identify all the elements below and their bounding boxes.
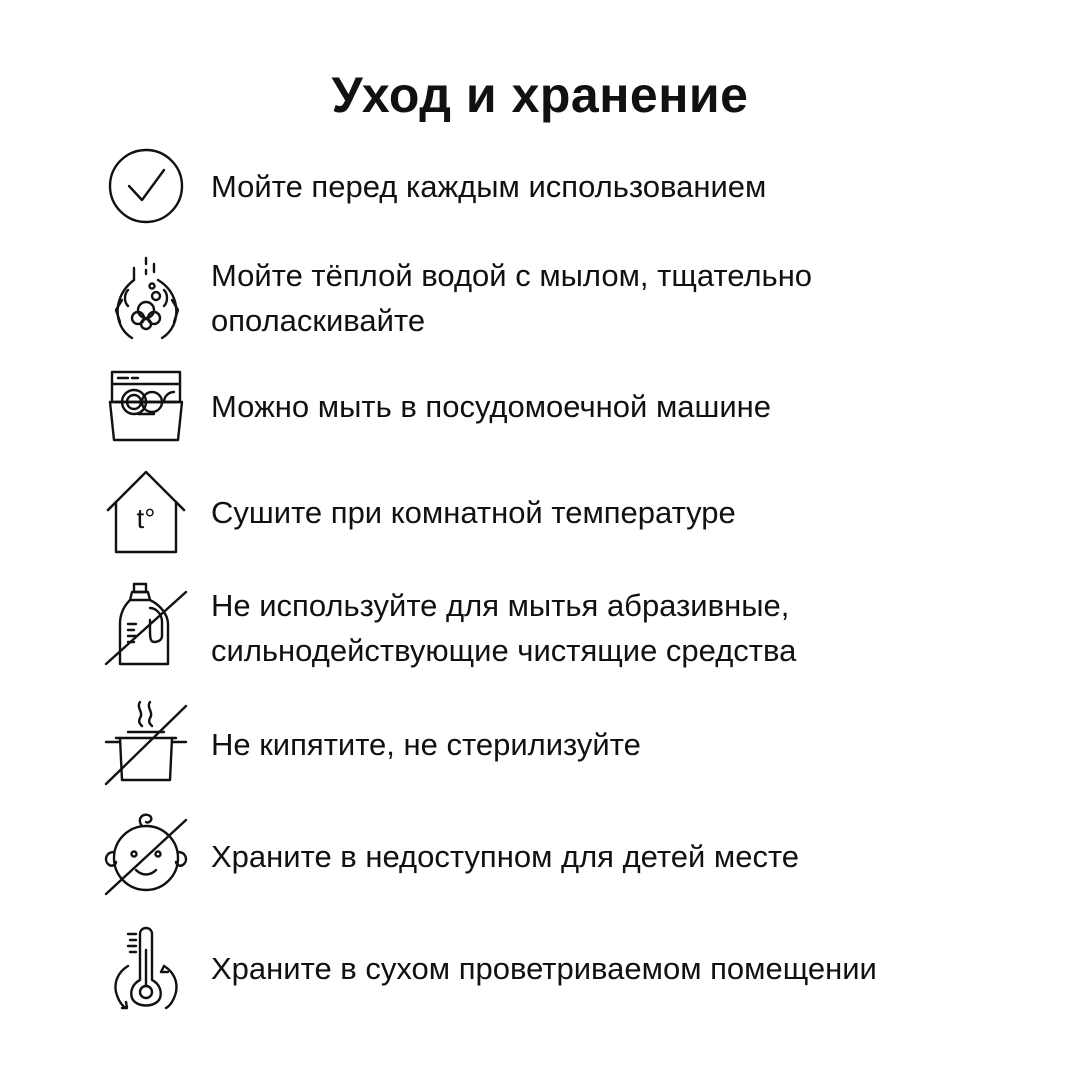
instruction-line: Не кипятите, не стерилизуйте — [211, 726, 641, 762]
no-detergent-icon — [98, 580, 194, 676]
instruction-line: Сушите при комнатной температуре — [211, 494, 736, 530]
instruction-text — [211, 696, 1051, 792]
list-item — [0, 358, 1080, 454]
instruction-line: Не используйте для мытья абразивные, — [211, 588, 790, 623]
list-item — [0, 138, 1080, 234]
instruction-text — [211, 138, 1051, 234]
instruction-line: Можно мыть в посудомоечной машине — [211, 388, 772, 424]
washing-hands-icon — [98, 250, 194, 346]
instruction-line: Храните в недоступном для детей месте — [211, 838, 800, 874]
check-circle-icon — [98, 138, 194, 234]
page-title: Уход и хранение — [331, 67, 749, 123]
temperature-label: t° — [136, 503, 156, 534]
instruction-line: Мойте перед каждым использованием — [211, 168, 767, 204]
keep-away-from-children-icon — [98, 808, 194, 904]
instruction-line: сильнодействующие чистящие средства — [211, 633, 797, 668]
instruction-text — [211, 580, 1051, 676]
instruction-line: Храните в сухом проветриваемом помещении — [211, 950, 877, 986]
instruction-text — [211, 358, 1051, 454]
instruction-text — [211, 920, 1051, 1016]
list-item — [0, 250, 1080, 346]
instruction-text — [211, 464, 1051, 560]
instruction-line: Мойте тёплой водой с мылом, тщательно — [211, 258, 813, 293]
list-item — [0, 464, 1080, 560]
instruction-line: ополаскивайте — [211, 303, 426, 338]
house-temperature-icon — [98, 464, 194, 560]
list-item — [0, 920, 1080, 1016]
instruction-text — [211, 250, 1051, 346]
instruction-text — [211, 808, 1051, 904]
dishwasher-icon — [98, 358, 194, 454]
list-item — [0, 580, 1080, 676]
list-item — [0, 696, 1080, 792]
no-boiling-icon — [98, 696, 194, 792]
list-item — [0, 808, 1080, 904]
dry-ventilated-storage-icon — [98, 920, 194, 1016]
